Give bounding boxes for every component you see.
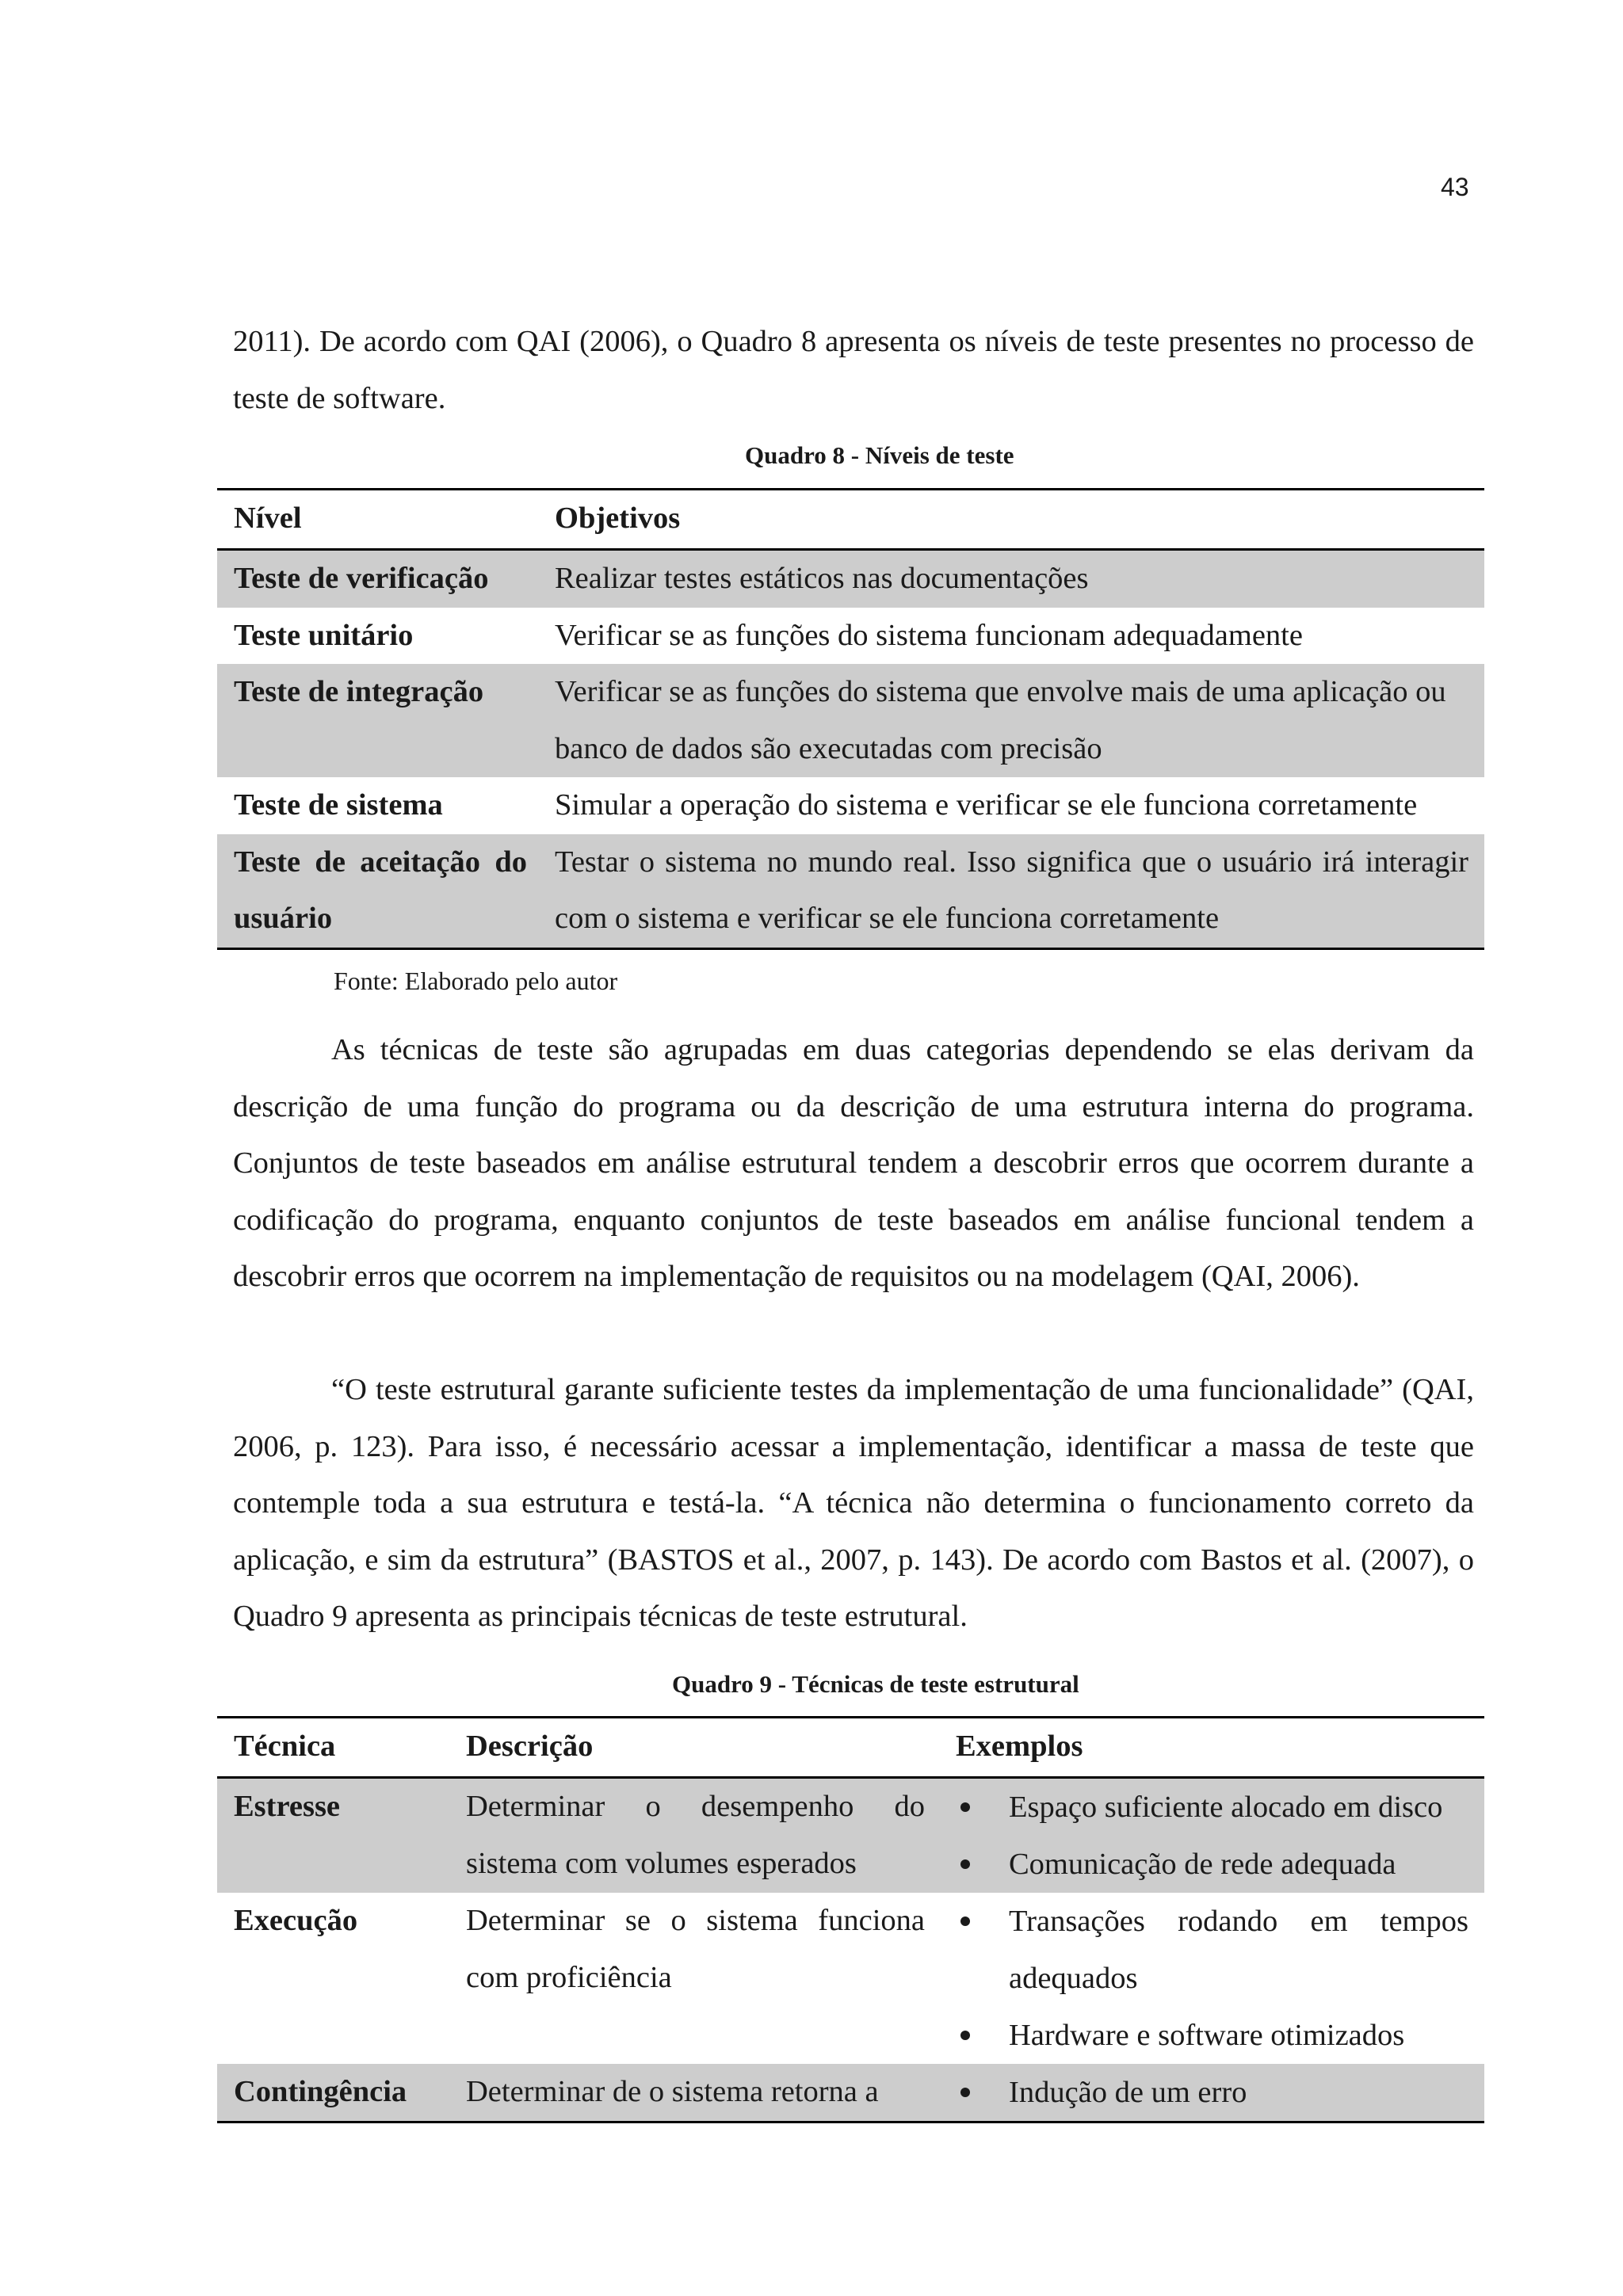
objetivo-cell: Realizar testes estáticos nas documentações xyxy=(538,550,1484,608)
intro-paragraph: 2011). De acordo com QAI (2006), o Quadro 8 apresenta os níveis de teste presentes no processo de teste de software. xyxy=(233,325,1474,415)
quadro9-table xyxy=(217,1716,1484,2123)
nivel-cell: Teste de verificação xyxy=(217,550,538,608)
quadro8-table xyxy=(217,488,1484,950)
quadro9-caption: Quadro 9 - Técnicas de teste estrutural xyxy=(672,1670,1079,1698)
nivel-cell: Teste de integração xyxy=(217,664,538,777)
quadro8-source: Fonte: Elaborado pelo autor xyxy=(334,967,618,995)
objetivo-cell: Testar o sistema no mundo real. Isso significa que o usuário irá interagir com o sistema e verificar se ele funciona corretamente xyxy=(538,834,1484,949)
quadro8-caption: Quadro 8 - Níveis de teste xyxy=(745,441,1014,469)
list-item: Comunicação de rede adequada xyxy=(956,1836,1468,1893)
descricao-cell: Determinar se o sistema funciona com proficiência xyxy=(466,1904,925,1994)
header-tecnica: Técnica xyxy=(217,1718,449,1778)
body-paragraph: “O teste estrutural garante suficiente testes da implementação de uma funcionalidade” (QAI, 2006, p. 123). Para isso, é necessário acessar a implementação, identificar a massa de teste que contemple toda a sua estrutura e testá-la. “A técnica não determina o funcionamento correto da aplicação, e sim da estrutura” (BASTOS et al., 2007, p. 143). De acordo com Bastos et al. (2007), o Quadro 9 apresenta as principais técnicas de teste estrutural. xyxy=(233,1373,1474,1633)
exemplos-cell xyxy=(939,1778,1484,1894)
table-row xyxy=(217,1893,1484,2064)
table-row xyxy=(217,834,1484,949)
objetivo-cell: Verificar se as funções do sistema funcionam adequadamente xyxy=(555,618,1303,652)
list-item: Transações rodando em tempos adequados xyxy=(956,1893,1468,2007)
table-row xyxy=(217,664,1484,777)
table-row xyxy=(217,777,1484,834)
objetivo-cell: Simular a operação do sistema e verificar se ele funciona corretamente xyxy=(555,788,1418,822)
tecnica-cell: Estresse xyxy=(217,1778,449,1894)
exemplos-cell xyxy=(939,2064,1484,2122)
header-nivel: Nível xyxy=(217,490,538,550)
table-row xyxy=(217,2064,1484,2122)
table-header-row xyxy=(217,1718,1484,1778)
exemplos-cell xyxy=(939,1893,1484,2064)
table-row xyxy=(217,550,1484,608)
list-item: Espaço suficiente alocado em disco xyxy=(956,1779,1468,1836)
nivel-cell: Teste unitário xyxy=(234,618,414,652)
header-exemplos: Exemplos xyxy=(939,1718,1484,1778)
descricao-cell: Determinar de o sistema retorna a xyxy=(449,2064,939,2122)
header-objetivos: Objetivos xyxy=(538,490,1484,550)
descricao-cell: Determinar o desempenho do sistema com volumes esperados xyxy=(449,1778,939,1894)
nivel-cell: Teste de aceitação do usuário xyxy=(217,834,538,949)
table-row xyxy=(217,1778,1484,1894)
list-item: Indução de um erro xyxy=(956,2064,1468,2121)
page-number: 43 xyxy=(1441,173,1469,201)
table-row xyxy=(217,608,1484,665)
table-header-row xyxy=(217,490,1484,550)
tecnica-cell: Execução xyxy=(234,1904,358,1937)
nivel-cell: Teste de sistema xyxy=(234,788,443,822)
objetivo-cell: Verificar se as funções do sistema que envolve mais de uma aplicação ou banco de dados são executadas com precisão xyxy=(538,664,1484,777)
body-paragraph: As técnicas de teste são agrupadas em duas categorias dependendo se elas derivam da descrição de uma função do programa ou da descrição de uma estrutura interna do programa. Conjuntos de teste baseados em análise estrutural tendem a descobrir erros que ocorrem durante a codificação do programa, enquanto conjuntos de teste baseados em análise funcional tendem a descobrir erros que ocorrem na implementação de requisitos ou na modelagem (QAI, 2006). xyxy=(233,1033,1474,1293)
header-descricao: Descrição xyxy=(449,1718,939,1778)
list-item: Hardware e software otimizados xyxy=(956,2007,1468,2064)
tecnica-cell: Contingência xyxy=(217,2064,449,2122)
